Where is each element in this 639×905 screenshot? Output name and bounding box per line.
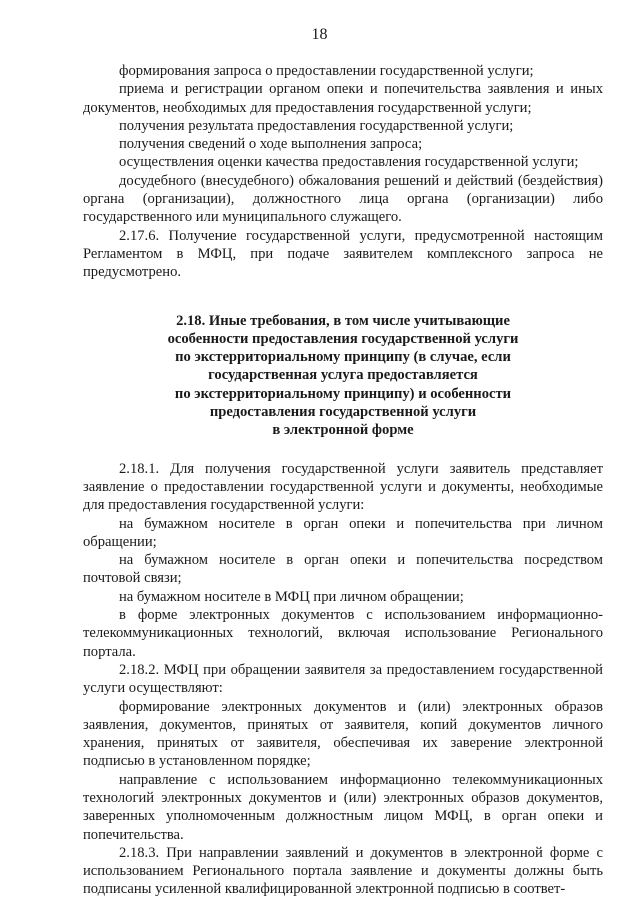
heading-line: предоставления государственной услуги — [209, 404, 477, 421]
heading-line: по экстерриториальному принципу) и особенности — [174, 385, 512, 402]
document-body — [83, 62, 603, 899]
page-number: 18 — [311, 26, 328, 43]
paragraph: в форме электронных документов с использованием информационно-телекоммуникационных технологий, включая использование Регионального портала. — [83, 607, 603, 660]
paragraph: 2.18.3. При направлении заявлений и документов в электронной форме с использованием Регионального портала заявление и документы должны быть подписаны усиленной квалифицированной электронной подписью в соответ- — [83, 844, 603, 898]
paragraph: на бумажном носителе в орган опеки и попечительства при личном обращении; — [83, 515, 603, 550]
paragraph: направление с использованием информационно телекоммуникационных технологий электронных документов и (или) электронных образов документов, заверенных уполномоченным должностным лицом МФЦ, в орган опеки и попечительства. — [83, 771, 603, 843]
paragraph: досудебного (внесудебного) обжалования решений и действий (бездействия) органа (организации), должностного лица органа (организации) либо государственного или муниципального служащего. — [83, 172, 603, 226]
heading-line: в электронной форме — [272, 422, 414, 439]
paragraph: получения сведений о ходе выполнения запроса; — [119, 136, 423, 153]
paragraph: на бумажном носителе в орган опеки и попечительства посредством почтовой связи; — [83, 552, 603, 587]
paragraph: получения результата предоставления государственной услуги; — [119, 117, 514, 134]
paragraph: 2.18.2. МФЦ при обращении заявителя за предоставлением государственной услуги осуществляют: — [83, 661, 603, 697]
heading-line: особенности предоставления государственной услуги — [167, 330, 519, 347]
paragraph: 2.17.6. Получение государственной услуги, предусмотренной настоящим Регламентом в МФЦ, при подаче заявителем комплексного запроса не предусмотрено. — [83, 227, 603, 281]
section-heading — [83, 312, 603, 440]
paragraph: формирование электронных документов и (или) электронных образов заявления, документов, принятых от заявителя, копий документов личного хранения, принятых от заявителя, обеспечивая их заверение электронной подписью в установленном порядке; — [83, 698, 603, 770]
heading-line: по экстерриториальному принципу (в случае, если — [175, 349, 511, 366]
heading-line: 2.18. Иные требования, в том числе учитывающие — [176, 312, 510, 329]
paragraph: 2.18.1. Для получения государственной услуги заявитель представляет заявление о предоставлении государственной услуги и документы, необходимые для предоставления государственной услуги: — [83, 460, 603, 514]
heading-line: государственная услуга предоставляется — [208, 367, 478, 384]
paragraph: приема и регистрации органом опеки и попечительства заявления и иных документов, необходимых для предоставления государственной услуги; — [83, 81, 603, 116]
paragraph: осуществления оценки качества предоставления государственной услуги; — [119, 154, 579, 171]
paragraph: на бумажном носителе в МФЦ при личном обращении; — [119, 588, 464, 605]
paragraph: формирования запроса о предоставлении государственной услуги; — [119, 63, 534, 79]
